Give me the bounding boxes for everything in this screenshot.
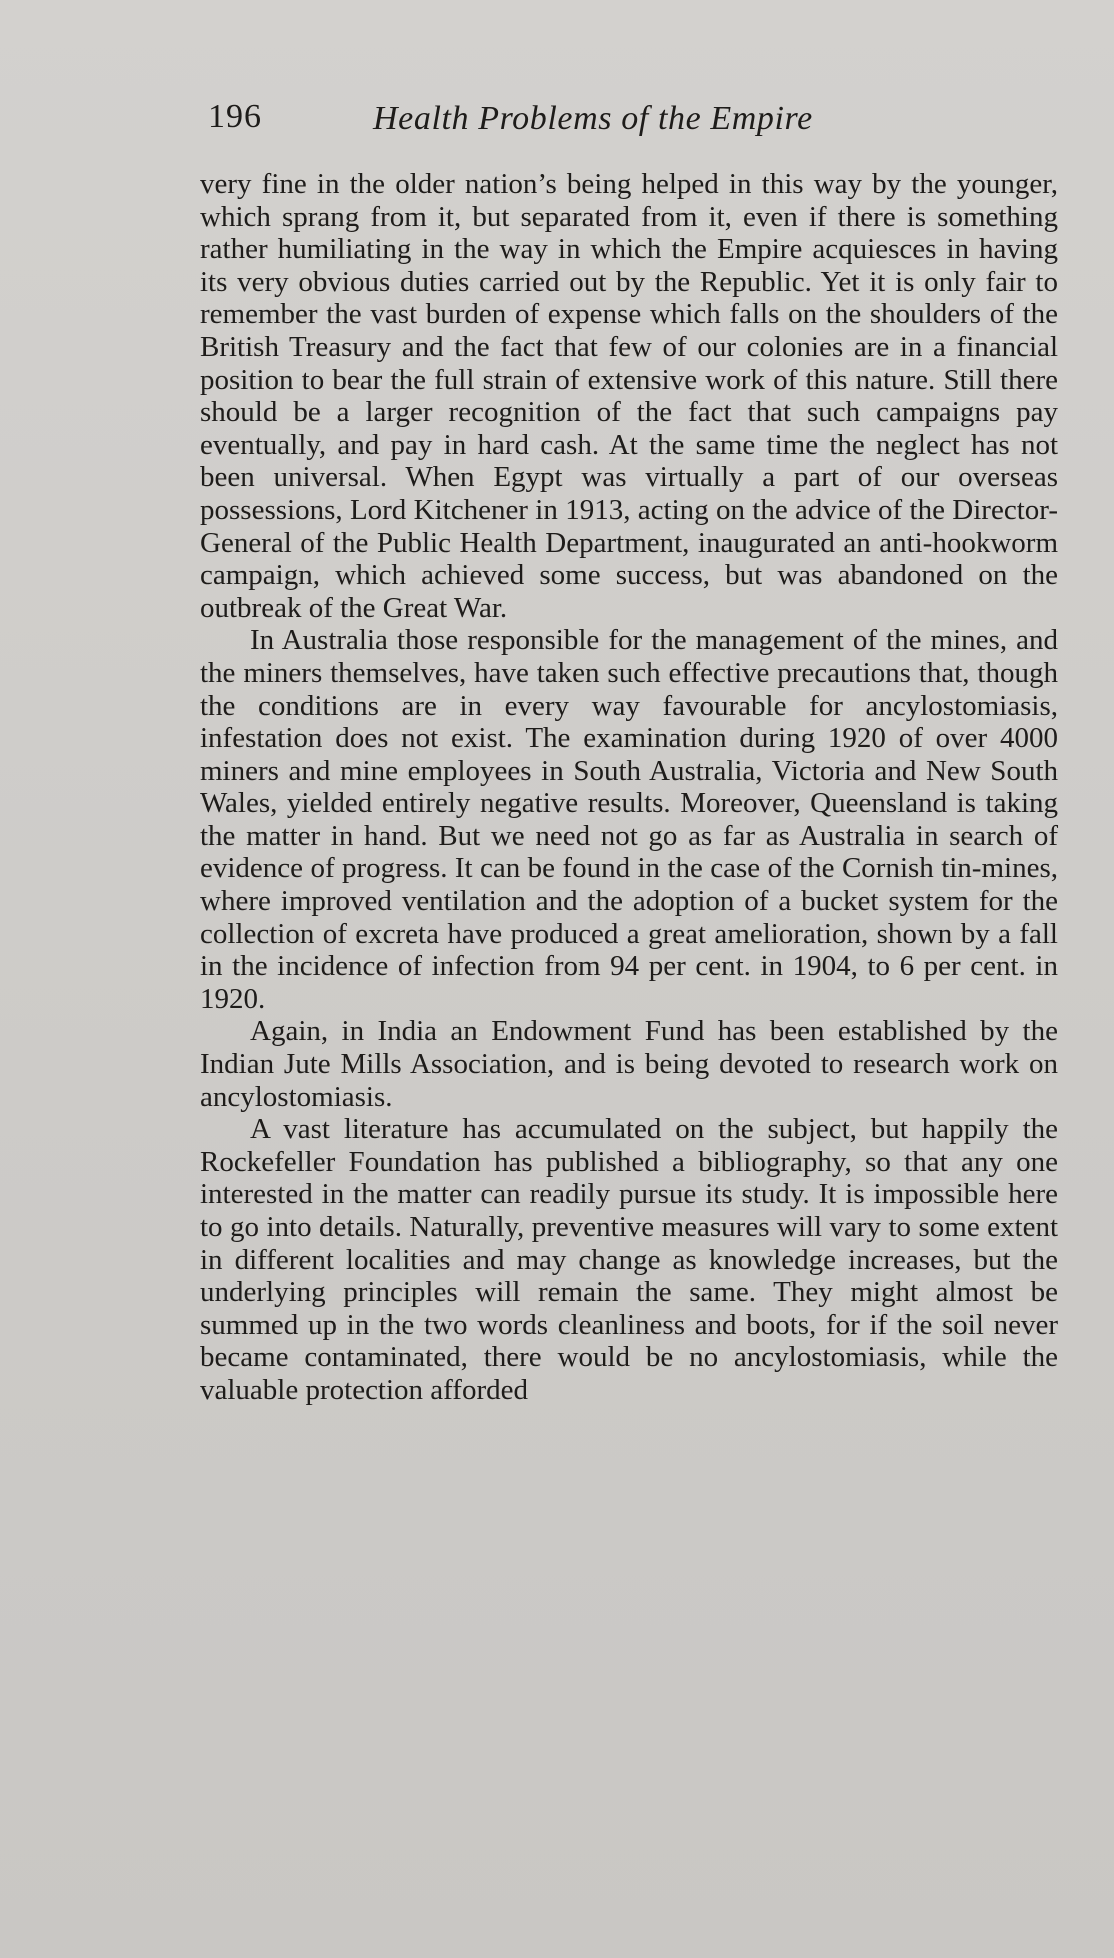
paragraph-australia: In Australia those responsible for the management of the mines, and the miners themselves, have taken such effective precautions that, though the conditions are in every way favourable for ancylostomiasis, infestation does not exist. The examination during 1920 of over 4000 miners and mine employees in South Australia, Victoria and New South Wales, yielded entirely negative results. Moreover, Queensland is taking the matter in hand. But we need not go as far as Australia in search of evidence of progress. It can be found in the case of the Cornish tin-mines, where improved ventilation and the adoption of a bucket system for the collection of excreta have produced a great amelioration, shown by a fall in the incidence of infection from 94 per cent. in 1904, to 6 per cent. in 1920. (200, 624, 1058, 1015)
page-number: 196 (208, 98, 262, 135)
body-text (200, 168, 1058, 1407)
paragraph-continued: very fine in the older nation’s being helped in this way by the younger, which sprang from it, but separated from it, even if there is something rather humiliating in the way in which the Empire acquiesces in having its very obvious duties carried out by the Republic. Yet it is only fair to remember the vast burden of expense which falls on the shoulders of the British Treasury and the fact that few of our colonies are in a financial position to bear the full strain of extensive work of this nature. Still there should be a larger recognition of the fact that such campaigns pay eventually, and pay in hard cash. At the same time the neglect has not been universal. When Egypt was virtually a part of our overseas possessions, Lord Kitchener in 1913, acting on the advice of the Director-General of the Public Health Department, inaugurated an anti-hookworm campaign, which achieved some success, but was abandoned on the outbreak of the Great War. (200, 168, 1058, 624)
paragraph-india: Again, in India an Endowment Fund has been established by the Indian Jute Mills Association, and is being devoted to research work on ancylostomiasis. (200, 1015, 1058, 1113)
running-head (208, 98, 1058, 150)
paragraph-literature: A vast literature has accumulated on the subject, but happily the Rockefeller Foundation has published a bibliography, so that any one interested in the matter can readily pursue its study. It is impossible here to go into details. Naturally, preventive measures will vary to some extent in different localities and may change as knowledge increases, but the underlying principles will remain the same. They might almost be summed up in the two words cleanliness and boots, for if the soil never became contaminated, there would be no ancylostomiasis, while the valuable protection afforded (200, 1113, 1058, 1406)
running-title: Health Problems of the Empire (373, 100, 813, 137)
